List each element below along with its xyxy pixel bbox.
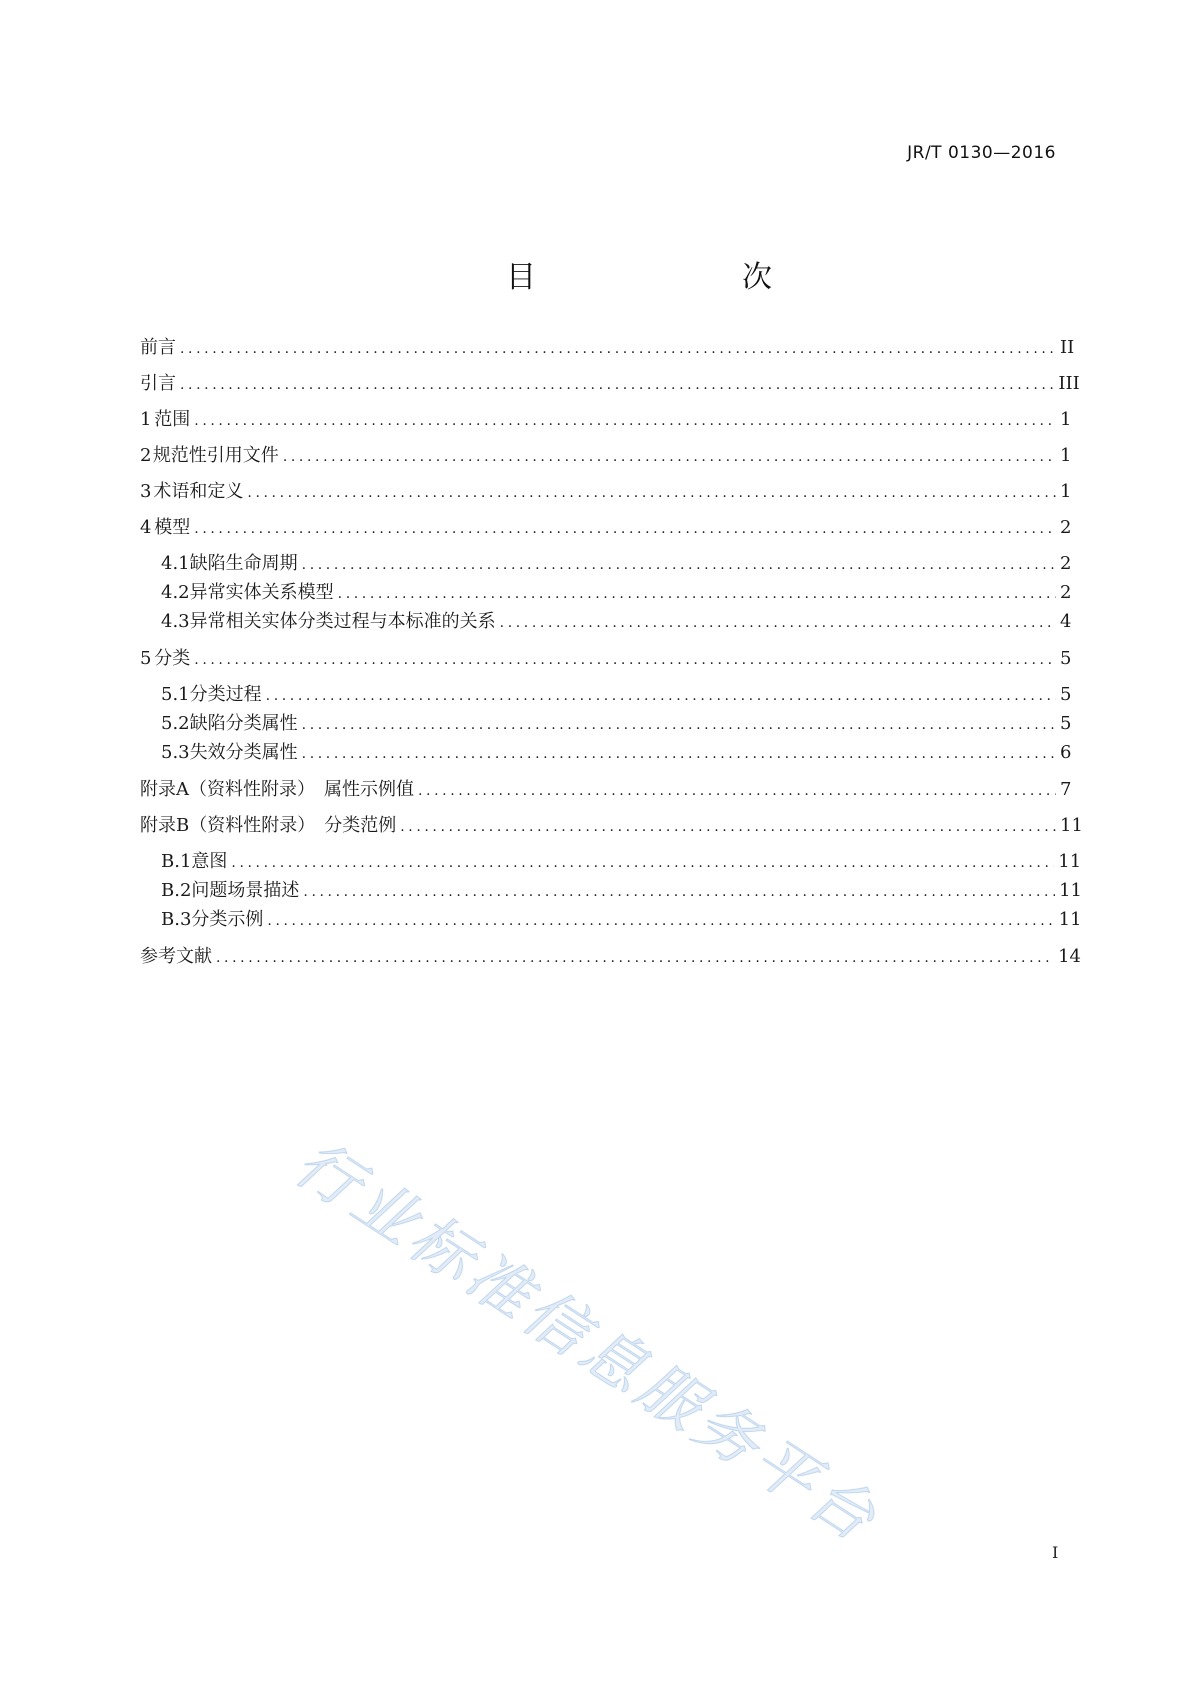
toc-entry-number: 5 bbox=[140, 648, 152, 669]
toc-entry-number: B.3 bbox=[161, 909, 192, 930]
toc-entry-number: 1 bbox=[140, 409, 152, 430]
toc-entry-page: 5 bbox=[1060, 648, 1072, 669]
toc-entry-number: 3 bbox=[140, 481, 152, 502]
toc-dot-leader bbox=[418, 778, 1056, 804]
toc-entry-label: 意图 bbox=[191, 851, 228, 872]
toc-dot-leader bbox=[216, 945, 1054, 971]
toc-entry-page: 11 bbox=[1058, 851, 1082, 872]
toc-entry-page: 1 bbox=[1060, 481, 1072, 502]
toc-entry-number: B.2 bbox=[161, 880, 192, 901]
toc-entry-b-2[interactable] bbox=[161, 878, 1082, 904]
toc-entry-page: 2 bbox=[1060, 517, 1072, 538]
toc-entry-page: 5 bbox=[1060, 684, 1072, 705]
toc-entry-number: 4 bbox=[140, 517, 152, 538]
toc-entry-4-2[interactable] bbox=[161, 580, 1072, 606]
toc-dot-leader bbox=[302, 552, 1056, 578]
toc-dot-leader bbox=[247, 480, 1056, 506]
toc-entry-b-3[interactable] bbox=[161, 907, 1082, 933]
toc-entry-label: 失效分类属性 bbox=[189, 742, 298, 763]
toc-dot-leader bbox=[338, 581, 1056, 607]
toc-entry-number: 2 bbox=[140, 445, 152, 466]
toc-entry-page: III bbox=[1058, 373, 1080, 394]
toc-entry-label: 参考文献 bbox=[140, 946, 212, 967]
toc-entry-label: 附录A（资料性附录） 属性示例值 bbox=[140, 779, 414, 800]
toc-entry-page: 1 bbox=[1060, 409, 1072, 430]
toc-entry-4-3[interactable] bbox=[161, 609, 1072, 635]
toc-entry-number: B.1 bbox=[161, 851, 192, 872]
toc-dot-leader bbox=[231, 850, 1054, 876]
toc-entry-number: 4.3 bbox=[161, 611, 190, 632]
toc-entry-page: II bbox=[1060, 337, 1075, 358]
toc-entry-page: 11 bbox=[1058, 909, 1082, 930]
toc-entry-label: 问题场景描述 bbox=[191, 880, 300, 901]
toc-entry-label: 缺陷分类属性 bbox=[189, 713, 298, 734]
toc-entry-2[interactable] bbox=[140, 443, 1072, 469]
toc-entry-1[interactable] bbox=[140, 407, 1072, 433]
toc-dot-leader bbox=[194, 408, 1056, 434]
toc-dot-leader bbox=[400, 814, 1056, 840]
toc-entry-introduction[interactable] bbox=[140, 371, 1080, 397]
toc-dot-leader bbox=[180, 372, 1054, 398]
toc-entry-label: 范围 bbox=[154, 409, 191, 430]
toc-entry-page: 1 bbox=[1060, 445, 1072, 466]
toc-entry-page: 14 bbox=[1058, 946, 1081, 967]
toc-entry-annex-a[interactable] bbox=[140, 777, 1072, 803]
toc-dot-leader bbox=[194, 516, 1056, 542]
toc-entry-label: 术语和定义 bbox=[153, 481, 244, 502]
toc-entry-page: 4 bbox=[1060, 611, 1072, 632]
toc-entry-label: 前言 bbox=[140, 337, 176, 358]
toc-entry-label: 分类示例 bbox=[191, 909, 264, 930]
toc-entry-number: 5.1 bbox=[161, 684, 190, 705]
toc-entry-bibliography[interactable] bbox=[140, 944, 1081, 970]
toc-entry-label: 模型 bbox=[154, 517, 191, 538]
toc-entry-b-1[interactable] bbox=[161, 849, 1082, 875]
page-number: I bbox=[1052, 1543, 1059, 1562]
toc-dot-leader bbox=[267, 908, 1054, 934]
toc-entry-annex-b[interactable] bbox=[140, 813, 1083, 839]
toc-dot-leader bbox=[303, 879, 1055, 905]
toc-entry-5-1[interactable] bbox=[161, 682, 1072, 708]
toc-entry-label: 分类过程 bbox=[189, 684, 262, 705]
toc-dot-leader bbox=[302, 741, 1056, 767]
watermark: 行业标准信息服务平台 bbox=[282, 1126, 893, 1558]
toc-dot-leader bbox=[302, 712, 1056, 738]
toc-entry-number: 5.3 bbox=[161, 742, 190, 763]
toc-entry-label: 异常实体关系模型 bbox=[189, 582, 334, 603]
toc-entry-page: 5 bbox=[1060, 713, 1072, 734]
toc-entry-page: 11 bbox=[1059, 880, 1082, 901]
toc-entry-5[interactable] bbox=[140, 646, 1072, 672]
toc-entry-label: 引言 bbox=[140, 373, 176, 394]
toc-entry-4-1[interactable] bbox=[161, 551, 1072, 577]
toc-entry-number: 4.2 bbox=[161, 582, 190, 603]
toc-entry-number: 5.2 bbox=[161, 713, 190, 734]
page-title: 目 次 bbox=[506, 260, 860, 295]
toc-entry-5-2[interactable] bbox=[161, 711, 1072, 737]
toc-entry-page: 11 bbox=[1060, 815, 1083, 836]
toc-entry-label: 附录B（资料性附录） 分类范例 bbox=[140, 815, 397, 836]
toc-dot-leader bbox=[180, 336, 1056, 362]
standard-code: JR/T 0130—2016 bbox=[907, 143, 1056, 163]
toc-entry-page: 2 bbox=[1060, 582, 1072, 603]
toc-dot-leader bbox=[283, 444, 1056, 470]
toc-entry-3[interactable] bbox=[140, 479, 1072, 505]
toc-entry-page: 7 bbox=[1060, 779, 1072, 800]
toc-entry-page: 6 bbox=[1060, 742, 1072, 763]
toc-entry-label: 规范性引用文件 bbox=[152, 445, 279, 466]
toc-entry-page: 2 bbox=[1060, 553, 1072, 574]
toc-entry-5-3[interactable] bbox=[161, 740, 1072, 766]
toc-entry-preface[interactable] bbox=[140, 335, 1075, 361]
toc-entry-number: 4.1 bbox=[161, 553, 190, 574]
toc-dot-leader bbox=[194, 647, 1056, 673]
toc-entry-label: 异常相关实体分类过程与本标准的关系 bbox=[189, 611, 496, 632]
toc-dot-leader bbox=[500, 610, 1056, 636]
toc-entry-4[interactable] bbox=[140, 515, 1072, 541]
toc-entry-label: 分类 bbox=[154, 648, 191, 669]
toc-entry-label: 缺陷生命周期 bbox=[189, 553, 298, 574]
toc-dot-leader bbox=[266, 683, 1056, 709]
